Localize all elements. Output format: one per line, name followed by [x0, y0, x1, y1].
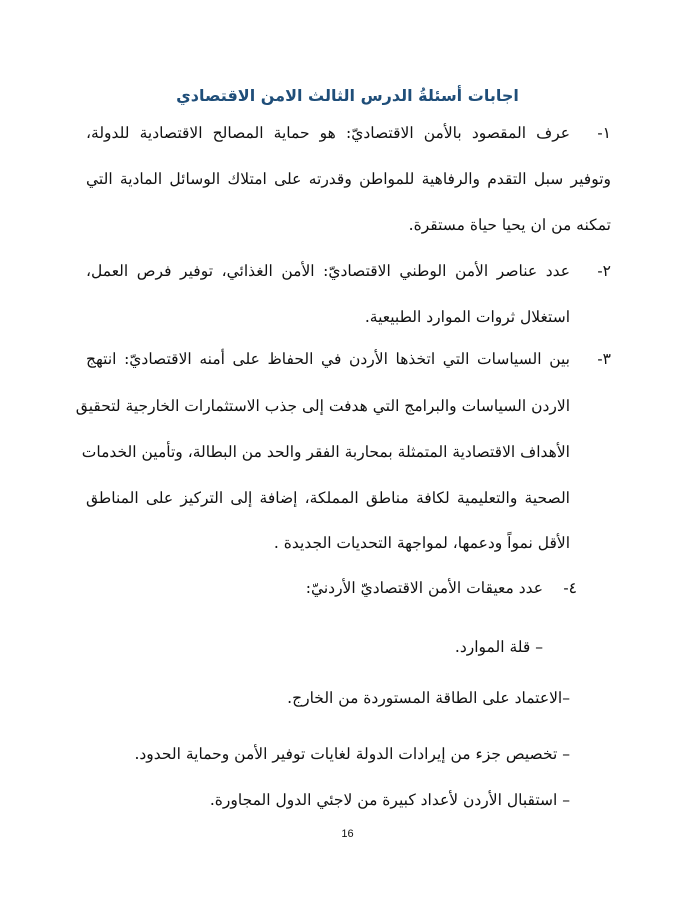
question-1-line-1: عرف المقصود بالأمن الاقتصاديّ: هو حماية المصالح الاقتصادية للدولة، [86, 124, 570, 142]
question-3-line-1: بين السياسات التي اتخذها الأردن في الحفاظ على أمنه الاقتصاديّ: انتهج [86, 350, 570, 368]
question-3-line-2: الاردن السياسات والبرامج التي هدفت إلى جذب الاستثمارات الخارجية لتحقيق [75, 397, 570, 415]
list-item: – قلة الموارد. [454, 638, 543, 656]
page-number: 16 [341, 828, 354, 840]
question-3-line-3: الأهداف الاقتصادية المتمثلة بمحاربة الفقر والحد من البطالة، وتأمين الخدمات [81, 443, 570, 461]
question-2-line-1: عدد عناصر الأمن الوطني الاقتصاديّ: الأمن الغذائي، توفير فرص العمل، [86, 262, 570, 280]
question-4-number: ٤- [563, 579, 577, 597]
question-3-number: ٣- [597, 350, 611, 368]
question-3-line-5: الأقل نمواً ودعمها، لمواجهة التحديات الجديدة . [273, 534, 570, 552]
list-item: – تخصيص جزء من إيرادات الدولة لغايات توفير الأمن وحماية الحدود. [134, 745, 570, 763]
question-1-line-2: وتوفير سبل التقدم والرفاهية للمواطن وقدرته على امتلاك الوسائل المادية التي [86, 170, 611, 188]
list-item: –الاعتماد على الطاقة المستوردة من الخارج. [287, 689, 570, 707]
question-1-number: ١- [597, 124, 611, 142]
question-4-heading: عدد معيقات الأمن الاقتصاديّ الأردنيّ: [305, 579, 543, 597]
page-title: اجابات أسئلةُ الدرس الثالث الامن الاقتصادي [176, 86, 519, 105]
list-item: – استقبال الأردن لأعداد كبيرة من لاجئي الدول المجاورة. [209, 791, 570, 809]
question-2-line-2: استغلال ثروات الموارد الطبيعية. [364, 308, 570, 326]
question-1-line-3: تمكنه من ان يحيا حياة مستقرة. [408, 216, 611, 234]
question-3-line-4: الصحية والتعليمية لكافة مناطق المملكة، إضافة إلى التركيز على المناطق [86, 489, 570, 507]
question-2-number: ٢- [597, 262, 611, 280]
